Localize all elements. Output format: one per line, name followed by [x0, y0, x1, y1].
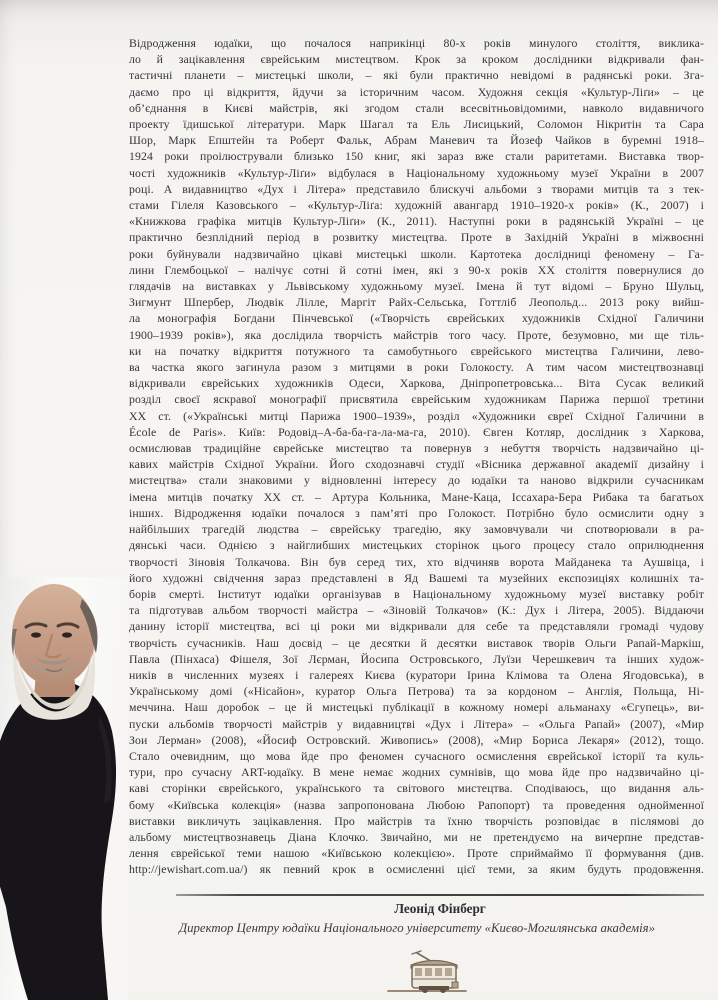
- text-line: лини Глембоцької – налічує сотні й сотні імен, які з 90-х років XX століття повернулися до: [129, 262, 704, 277]
- text-line: глядачів на виставках у Львівському художньому музеї. Імена й тут відомі – Бруно Шульц,: [129, 279, 704, 294]
- portrait-photo-image: [0, 577, 128, 1000]
- text-line: Відродження юдаїки, що почалося наприкінці 80-х років минулого століття, виклика-: [129, 36, 704, 50]
- signature-divider: [176, 894, 704, 896]
- text-line: борів смерті. Інститут юдаїки організував в Національному художньому музеї виставку робіт: [129, 586, 704, 601]
- text-line: бому «Київська колекція» (назва запропонована Любою Рапопорт) та проведення однойменної: [129, 797, 704, 812]
- portrait-photo: [0, 577, 128, 1000]
- text-line: ва частка якого загинула разом з митцями в роки Голокосту. А тим часом мистецтвознавці: [129, 360, 704, 375]
- text-line: проекту їдишської літератури. Марк Шагал та Ель Лисицький, Соломон Нікритін та Сара: [129, 117, 704, 132]
- text-line: році. А видавництво «Дух і Літера» представило блискучі альбоми з творами митців та з тек-: [129, 181, 704, 196]
- text-line: Зои Лерман» (2008), «Йосиф Островский. Живопись» (2008), «Мир Бориса Лекаря» (2012), тощо.: [129, 732, 704, 747]
- text-line: пуски альбомів творчості майстрів у видавництві «Дух і Літера» – «Ольга Рапай» (2007), «Мир: [129, 716, 704, 731]
- author-title: Директор Центру юдаїки Національного університету «Києво-Могилянська академія»: [178, 921, 655, 935]
- text-line: Зигмунт Шпербер, Людвік Лілле, Маргіт Райх-Сельська, Готтліб Леопольд... 2013 року вийш-: [129, 295, 704, 310]
- text-line: Стало очевидним, що мова йде про феномен сучасного осмислення єврейської історії та куль-: [129, 748, 704, 763]
- text-line: відкривали єврейських художників Одеси, Харкова, Дніпропетровська... Віта Сусак великий: [129, 376, 704, 391]
- article-text: [129, 35, 704, 887]
- text-line: тури, про сучасну ART-юдаїку. В мене немає жодних сумнівів, що мова йде про надзвичайно ці-: [129, 765, 704, 780]
- text-line: École de Paris». Київ: Родовід–А-ба-ба-га-ла-ма-га, 2010). Євген Котляр, дослідник з Харкова,: [129, 424, 704, 439]
- text-line: творчість сучасників. Наш досвід – це десятки й десятки виставок творів Ольги Рапай-Маркіш,: [129, 635, 704, 650]
- text-line: та підготував альбом творчості майстра – «Зіновій Толкачов» (К.: Дух і Літера, 2005). Віддаючи: [129, 603, 704, 618]
- text-line: меччина. Наш доробок – це й мистецькі публікації в кожному номері альманаху «Єгупець», ви-: [129, 700, 704, 715]
- text-line: роки буйнували надзвичайно цікаві мистецькі школи. Картотека дослідниці феномену – Га-: [129, 246, 704, 261]
- tram-illustration: [386, 950, 474, 998]
- text-line: осмислював традиційне єврейське мистецтво та повернув з небуття творчість надзвичайно ці-: [129, 441, 704, 456]
- text-line: 1900–1939 років»), яка дослідила творчість майстрів того часу. Проте, безумовно, ми ще тіль-: [129, 327, 704, 342]
- text-line: тастичні планети – мистецькі школи, – які були практично невідомі в радянські роки. Зга-: [129, 68, 704, 83]
- text-line: чості художників «Культур-Ліґи» відбулася в Національному художньому музеї України в 2007: [129, 165, 704, 180]
- text-line: ки на початку відкриття потужного та самобутнього єврейського мистецтва Галичини, лево-: [129, 343, 704, 358]
- text-line: творчості Зіновія Толкачова. Він був серед тих, хто відчиняв ворота Майданека та Аушвіца, і: [129, 554, 704, 569]
- text-line: даємо про ці відкриття, йдучи за історичним часом. Художня секція «Культур-Ліґи» – це: [129, 84, 704, 99]
- text-line: найбільших трагедій людства – єврейську трагедію, яку замовчували чи спотворювали в ра-: [129, 522, 704, 537]
- text-line: каві сторінки єврейського, українського та світового мистецтва. Сподіваюсь, що видання аль-: [129, 781, 704, 796]
- text-line: ло й зацікавлення єврейським мистецтвом. Крок за кроком дослідники відкривали фан-: [129, 52, 704, 67]
- text-line: данину історії мистецтва, всі ці роки ми відкривали для себе та представляли громаді чудову: [129, 619, 704, 634]
- text-line: кавих майстрів Східної України. Його сходознавчі студії «Вісника державної академії дизайну і: [129, 457, 704, 472]
- tram-icon: [386, 950, 474, 998]
- text-line: практично безплідний період в розвитку мистецтва. Проте в Західній Україні в міжвоєнні: [129, 230, 704, 245]
- text-line: його художні свідчення зараз представлені в Яд Вашемі та музейних експозиціях колишніх та-: [129, 570, 704, 585]
- text-line: мистецтва» стали знаковими у відновленні інтересу до юдаїки та наново відкрили сучасникам: [129, 473, 704, 488]
- text-line: стами Гілеля Казовського – «Культур-Ліґа: художній авангард 1910–1920-х років» (К., 2007) і: [129, 198, 704, 213]
- text-line: виставки викличуть зацікавлення. Про майстрів та їхню творчість розповідає в післямові до: [129, 813, 704, 828]
- text-line: Українському домі («Нісайон», куратор Ольга Петрова) та за кордоном – Англія, Польща, Ні-: [129, 684, 704, 699]
- text-line: інших. Відродження юдаїки почалося з пам’яті про Голокост. Потрібно було осмислити одну з: [129, 505, 704, 520]
- text-line: лення єврейської теми нашою «Київською колекцією». Проте сприймаймо її формування (див.: [129, 846, 704, 861]
- text-line: Павла (Пінхаса) Фішеля, Зої Лєрман, Йосипа Островського, Луїзи Черешкевич та інших худож-: [129, 651, 704, 666]
- text-line: Шор, Марк Епштейн та Роберт Фальк, Абрам Маневич та Йозеф Чайков в буремні 1918–: [129, 133, 704, 148]
- text-line: ників в численних музеях і галереях Києва (куратори Ірина Клімова та Олена Ягодовська), в: [129, 667, 704, 682]
- text-line: 1924 роки проілюстрували близько 150 книг, які зараз вже стали раритетами. Виставка твор-: [129, 149, 704, 164]
- text-line: об’єднання в Києві майстрів, які згодом стали всесвітньовідомими, навколо видавничого: [129, 100, 704, 115]
- text-line: альбому мистецтвознавець Діана Клочко. Звичайно, ми не претендуємо на вичерпне представ-: [129, 829, 704, 844]
- text-line: XX ст. («Українські митці Парижа 1900–1939», розділ «Художники євреї Східної Галичини в: [129, 408, 704, 423]
- text-line: розділ своєї яскравої монографії присвятила єврейським художникам Парижа першої третини: [129, 392, 704, 407]
- text-line: дянські часи. Однією з найглибших мистецьких сторінок цього процесу стало оприлюднення: [129, 538, 704, 553]
- text-line: http://jewishart.com.ua/) як певний крок в осмисленні цієї теми, за яким будуть продовження.: [129, 862, 704, 877]
- text-line: імена митців початку XX ст. – Артура Кольника, Мане-Каца, Іссахара-Бера Рибака та багатьох: [129, 489, 704, 504]
- author-name: Леонід Фінберг: [394, 901, 486, 916]
- text-line: «Книжкова графіка митців Культур-Ліґи» (К., 2011). Наступні роки в радянській Україні – це: [129, 214, 704, 229]
- text-line: ла монографія Богдани Пінчевської («Творчість єврейських художників Східної Галичини: [129, 311, 704, 326]
